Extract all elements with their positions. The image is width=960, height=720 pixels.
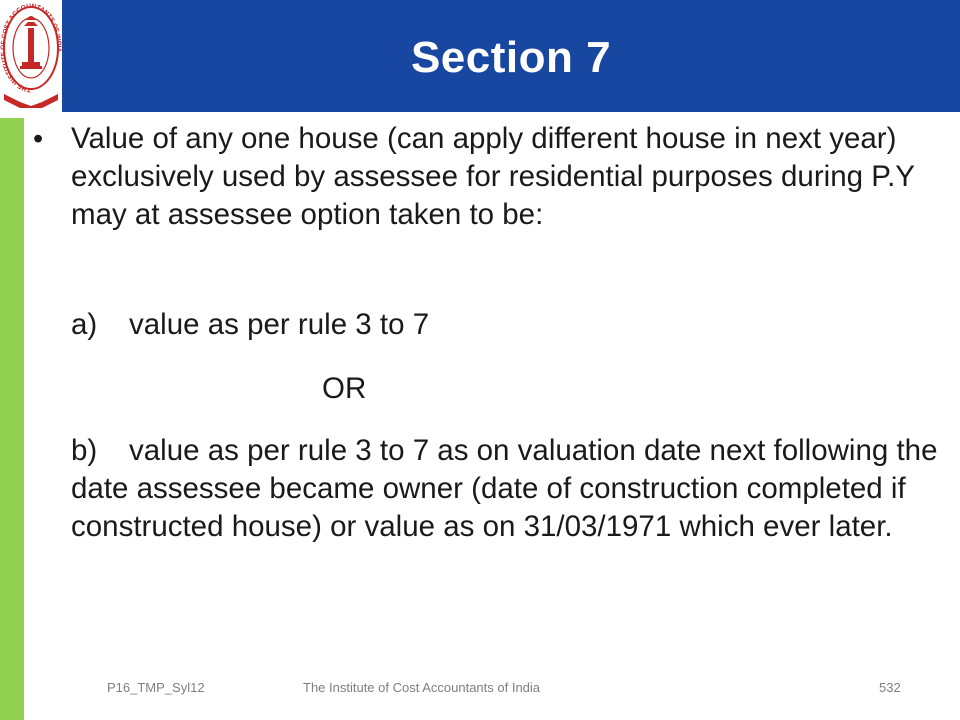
slide-title: Section 7	[410, 33, 612, 82]
footer-page-number: 532	[879, 680, 901, 695]
list-item-b	[71, 432, 953, 546]
item-a-text: value as per rule 3 to 7	[129, 308, 430, 341]
footer-code: P16_TMP_Syl12	[107, 680, 205, 695]
item-a-marker: a)	[71, 308, 98, 341]
or-separator: OR	[322, 372, 367, 405]
bullet-icon: •	[33, 123, 44, 155]
footer-institute: The Institute of Cost Accountants of India	[303, 680, 541, 695]
item-b-marker: b)	[71, 434, 98, 467]
bullet-text: Value of any one house (can apply different house in next year) exclusively used by assessee for residential purposes during P.Y may at assessee option taken to be:	[71, 122, 915, 231]
logo-container	[0, 0, 62, 112]
svg-text:THE INSTITUTE OF COST ACCOUNTA: THE INSTITUTE OF COST ACCOUNTANTS OF INDIA	[0, 2, 62, 94]
item-b-text: value as per rule 3 to 7 as on valuation date next following the date assessee became owner (date of construction completed if constructed house) or value as on 31/03/1971 which ever later.	[71, 434, 938, 543]
left-accent-bar	[0, 118, 24, 720]
title-bar	[62, 0, 960, 112]
institute-seal-logo	[0, 2, 62, 112]
bullet-body	[71, 120, 951, 234]
list-item-a	[71, 306, 429, 344]
